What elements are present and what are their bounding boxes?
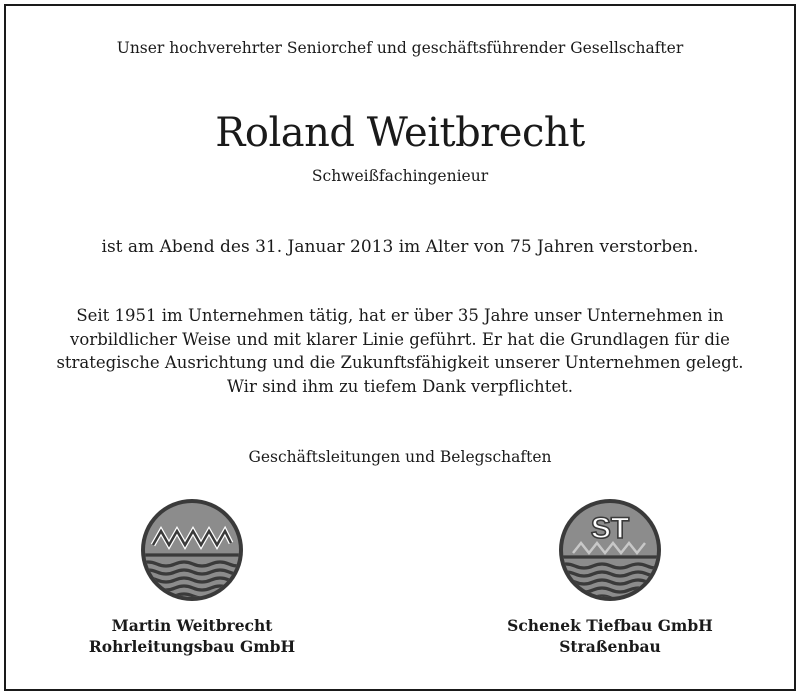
- company-name: Martin Weitbrecht: [111, 616, 273, 635]
- company-schenek-tiefbau: [445, 615, 775, 657]
- mw-wave-logo-icon: [139, 497, 245, 603]
- tribute-line: Wir sind ihm zu tiefem Dank verpflichtet.: [227, 376, 573, 396]
- signatory: Geschäftsleitungen und Belegschaften: [248, 448, 552, 466]
- deceased-name: Roland Weitbrecht: [215, 110, 585, 156]
- st-logo-icon: [557, 497, 663, 603]
- obituary-notice: [4, 4, 796, 691]
- tribute-line: strategische Ausrichtung und die Zukunftsfähigkeit unserer Unternehmen gelegt.: [56, 353, 744, 372]
- company-division: Rohrleitungsbau GmbH: [88, 637, 296, 656]
- company-martin-weitbrecht: [27, 615, 357, 657]
- profession: Schweißfachingenieur: [311, 167, 489, 185]
- company-division: Straßenbau: [559, 637, 661, 656]
- company-name: Schenek Tiefbau GmbH: [507, 616, 713, 635]
- st-logo-lettering: ST: [590, 512, 630, 545]
- tribute-line: vorbildlicher Weise und mit klarer Linie geführt. Er hat die Grundlagen für die: [70, 329, 730, 349]
- tribute-paragraph: [6, 304, 794, 398]
- death-statement: ist am Abend des 31. Januar 2013 im Alter von 75 Jahren verstorben.: [101, 237, 699, 257]
- intro-line: Unser hochverehrter Seniorchef und geschäftsführender Gesellschafter: [116, 39, 684, 57]
- tribute-line: Seit 1951 im Unternehmen tätig, hat er über 35 Jahre unser Unternehmen in: [76, 306, 724, 325]
